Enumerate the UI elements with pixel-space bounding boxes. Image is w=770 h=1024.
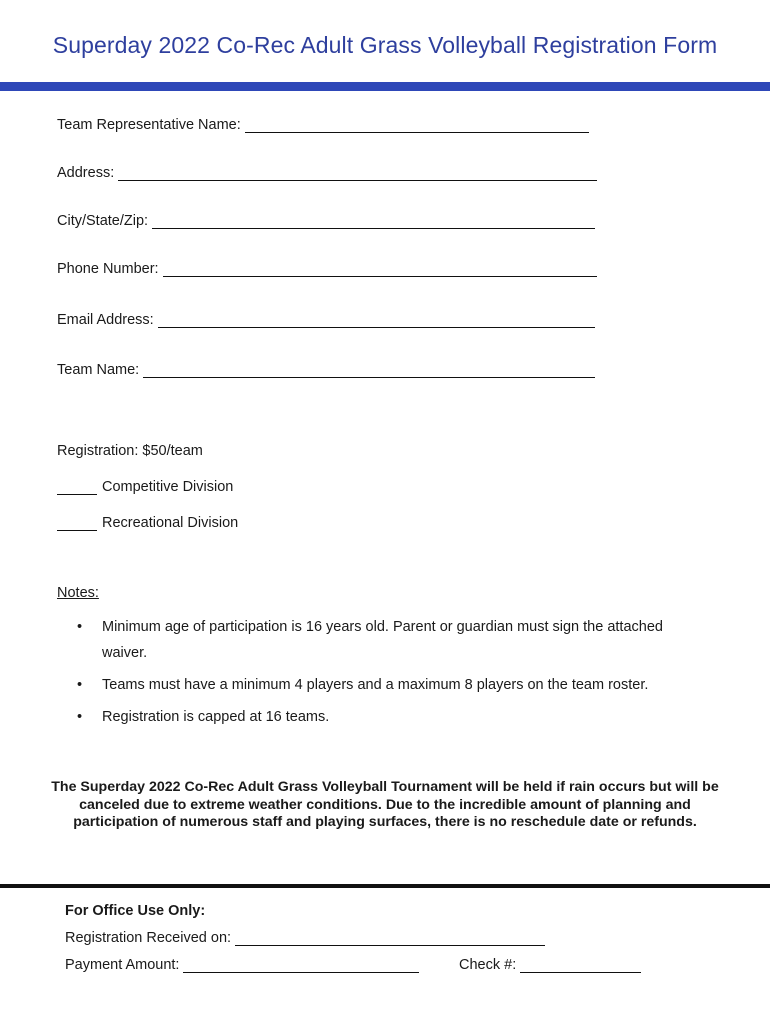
bullet-icon: • — [77, 677, 83, 693]
division-competitive[interactable] — [57, 479, 233, 495]
checkbox-blank[interactable] — [57, 518, 97, 531]
division-recreational[interactable] — [57, 515, 238, 531]
division-label: Competitive Division — [102, 479, 234, 495]
field-line[interactable] — [235, 931, 545, 946]
bullet-icon: • — [77, 709, 83, 725]
field-label: Team Name: — [57, 362, 140, 378]
field-team-representative-name[interactable] — [57, 117, 589, 133]
field-label: Team Representative Name: — [57, 117, 241, 133]
field-line[interactable] — [183, 958, 419, 973]
note-text: Minimum age of participation is 16 years old. Parent or guardian must sign the attached waiver. — [102, 619, 663, 661]
title-divider — [0, 82, 770, 91]
field-registration-received[interactable] — [65, 930, 545, 946]
checkbox-blank[interactable] — [57, 482, 97, 495]
list-item — [57, 614, 697, 666]
list-item — [57, 672, 697, 698]
field-phone-number[interactable] — [57, 261, 597, 277]
field-label: Address: — [57, 165, 115, 181]
field-line[interactable] — [152, 214, 595, 229]
field-label: Registration Received on: — [65, 930, 232, 946]
note-text: Registration is capped at 16 teams. — [102, 709, 330, 725]
field-label: Email Address: — [57, 312, 154, 328]
office-divider — [0, 884, 770, 888]
field-address[interactable] — [57, 165, 597, 181]
field-label: City/State/Zip: — [57, 213, 149, 229]
field-line[interactable] — [158, 313, 595, 328]
field-city-state-zip[interactable] — [57, 213, 595, 229]
bullet-icon: • — [77, 619, 83, 635]
field-payment-amount[interactable] — [65, 957, 419, 973]
field-label: Payment Amount: — [65, 957, 180, 973]
field-line[interactable] — [118, 166, 597, 181]
form-title: Superday 2022 Co-Rec Adult Grass Volleyball Registration Form — [52, 32, 718, 58]
division-label: Recreational Division — [102, 515, 239, 531]
notes-label: Notes: — [57, 585, 99, 601]
office-title: For Office Use Only: — [65, 903, 206, 919]
list-item — [57, 704, 697, 730]
field-label: Check #: — [459, 957, 517, 973]
field-line[interactable] — [245, 118, 589, 133]
field-check-number[interactable] — [459, 957, 641, 973]
field-email-address[interactable] — [57, 312, 595, 328]
field-label: Phone Number: — [57, 261, 159, 277]
field-team-name[interactable] — [57, 362, 595, 378]
registration-fee: Registration: $50/team — [57, 443, 203, 459]
field-line[interactable] — [520, 958, 641, 973]
notes-list — [57, 614, 697, 736]
weather-notice: The Superday 2022 Co-Rec Adult Grass Volleyball Tournament will be held if rain occurs but will be canceled due to extreme weather conditions. Due to the incredible amount of planning and participation of numerous staff and playing surfaces, there is no reschedule date or refunds. — [51, 779, 719, 830]
field-line[interactable] — [163, 262, 597, 277]
field-line[interactable] — [143, 363, 595, 378]
note-text: Teams must have a minimum 4 players and a maximum 8 players on the team roster. — [102, 677, 649, 693]
